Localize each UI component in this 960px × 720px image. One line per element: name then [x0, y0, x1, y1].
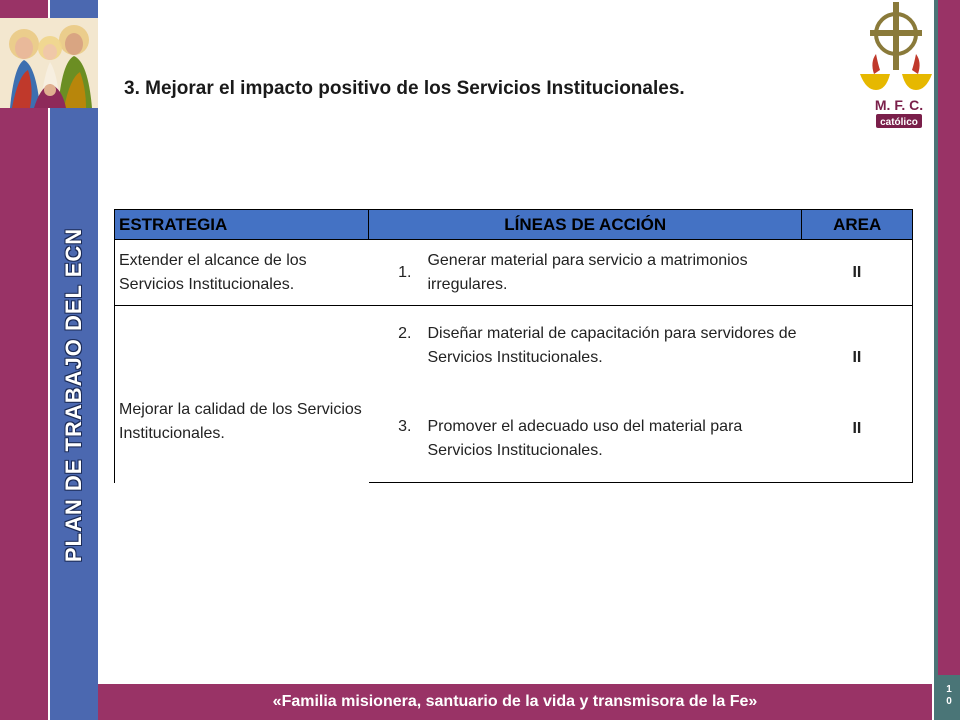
footer-motto: «Familia misionera, santuario de la vida y transmisora de la Fe»	[272, 693, 758, 710]
cell-num: 3.	[369, 411, 420, 483]
vertical-plan-title: PLAN DE TRABAJO DEL ECN	[61, 227, 86, 563]
table-row	[115, 318, 913, 397]
header-lineas: LÍNEAS DE ACCIÓN	[369, 210, 802, 240]
spacer-cell	[419, 306, 801, 319]
table-header-row	[115, 210, 913, 240]
page-number	[938, 684, 960, 708]
spacer-cell	[115, 306, 369, 319]
logo-text-mfc: M. F. C.	[874, 97, 924, 113]
cell-linea: Diseñar material de capacitación para servidores de Servicios Institucionales.	[427, 325, 797, 366]
logo-text-catolico: católico	[880, 117, 918, 128]
table-row	[115, 240, 913, 306]
cell-area: II	[802, 318, 913, 397]
cell-linea: Promover el adecuado uso del material para Servicios Institucionales.	[419, 411, 801, 483]
cell-area: II	[802, 411, 913, 483]
left-maroon-band	[0, 0, 48, 720]
header-area: AREA	[802, 210, 913, 240]
flame-icon	[872, 54, 880, 74]
page-number-text: 1 0	[946, 684, 952, 707]
spacer-cell	[802, 397, 913, 411]
mfc-logo	[852, 0, 938, 135]
page-heading: 3. Mejorar el impacto positivo de los Servicios Institucionales.	[124, 78, 685, 99]
header-estrategia: ESTRATEGIA	[115, 210, 369, 240]
holy-family-image	[0, 18, 98, 108]
spacer-cell	[369, 397, 420, 411]
cell-num: 2.	[398, 325, 412, 342]
spacer-cell	[802, 306, 913, 319]
cell-area: II	[802, 240, 913, 306]
cell-num: 1.	[369, 240, 420, 306]
spacer-cell	[419, 397, 801, 411]
cell-linea: Generar material para servicio a matrimonios irregulares.	[419, 240, 801, 306]
right-maroon-band	[938, 0, 960, 675]
spacer-cell	[369, 306, 420, 319]
cell-estrategia: Extender el alcance de los Servicios Institucionales.	[115, 240, 369, 306]
action-plan-table	[114, 209, 913, 483]
footer-motto-bar	[98, 684, 932, 720]
cell-estrategia: Mejorar la calidad de los Servicios Institucionales.	[115, 318, 369, 483]
table-spacer	[115, 306, 913, 319]
